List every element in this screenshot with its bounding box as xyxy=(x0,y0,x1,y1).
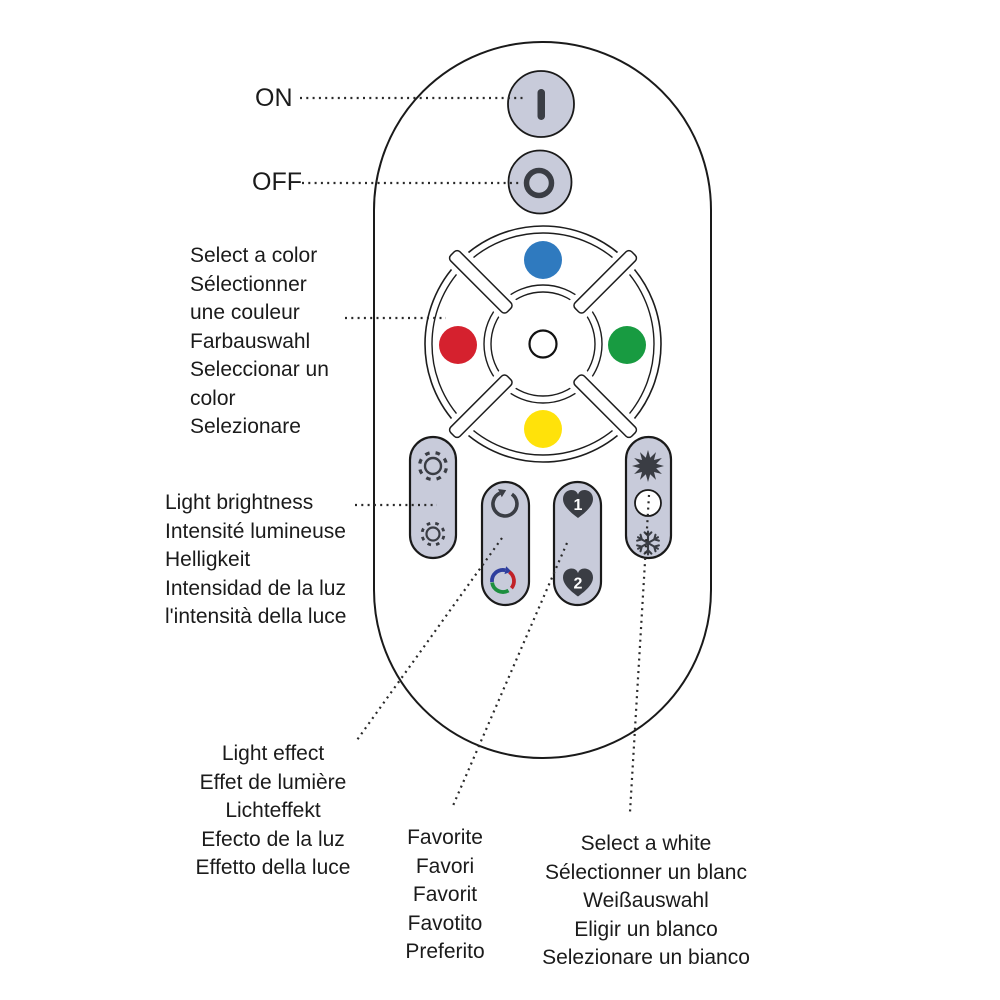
label-line: Selezionare un bianco xyxy=(542,946,750,969)
label-line: Sélectionner xyxy=(190,272,307,296)
label-line: Eligir un blanco xyxy=(574,917,718,941)
label-line: Sélectionner un blanc xyxy=(545,860,747,884)
power-on-icon xyxy=(538,89,546,120)
label-line: Select a white xyxy=(580,832,712,855)
color-blue-button[interactable] xyxy=(524,241,562,279)
heart-1-number: 1 xyxy=(573,497,583,514)
label-white xyxy=(486,830,806,973)
color-yellow-button[interactable] xyxy=(524,410,562,448)
label-line: Farbauswahl xyxy=(190,329,311,353)
label-select-color xyxy=(190,242,329,442)
color-pad xyxy=(425,226,661,462)
label-line: Select a color xyxy=(190,244,318,267)
label-line: Favorit xyxy=(412,883,478,906)
label-line: Seleccionar un xyxy=(190,358,329,381)
white-button[interactable] xyxy=(626,437,671,558)
power-on-button[interactable] xyxy=(508,71,574,137)
label-line: Light effect xyxy=(221,742,325,765)
label-off: OFF xyxy=(252,168,302,196)
effect-button[interactable] xyxy=(482,482,529,605)
label-line: Efecto de la luz xyxy=(201,827,345,851)
label-brightness xyxy=(165,489,346,632)
label-line: Effet de lumière xyxy=(199,770,347,794)
pad-center-button[interactable] xyxy=(530,331,557,358)
label-line: Effetto della luce xyxy=(195,856,351,879)
label-line: Light brightness xyxy=(165,491,314,514)
label-line: color xyxy=(190,386,236,410)
label-on: ON xyxy=(255,84,293,112)
label-line: Selezionare xyxy=(190,415,301,438)
brightness-button[interactable] xyxy=(410,437,456,558)
label-line: l'intensità della luce xyxy=(165,605,347,628)
color-red-button[interactable] xyxy=(439,326,477,364)
label-line: Helligkeit xyxy=(165,548,251,571)
heart-2-number: 2 xyxy=(573,575,583,593)
label-line: Favotito xyxy=(407,911,483,935)
label-line: Intensité lumineuse xyxy=(165,519,346,543)
label-line: Lichteffekt xyxy=(225,799,321,822)
label-line: Intensidad de la luz xyxy=(165,576,346,600)
label-line: Favorite xyxy=(407,826,483,849)
favorite-button[interactable] xyxy=(554,482,601,605)
label-line: une couleur xyxy=(190,301,300,324)
color-green-button[interactable] xyxy=(608,326,646,364)
label-line: Weißauswahl xyxy=(583,889,709,912)
label-line: Preferito xyxy=(405,940,485,963)
label-line: Favori xyxy=(415,854,475,878)
